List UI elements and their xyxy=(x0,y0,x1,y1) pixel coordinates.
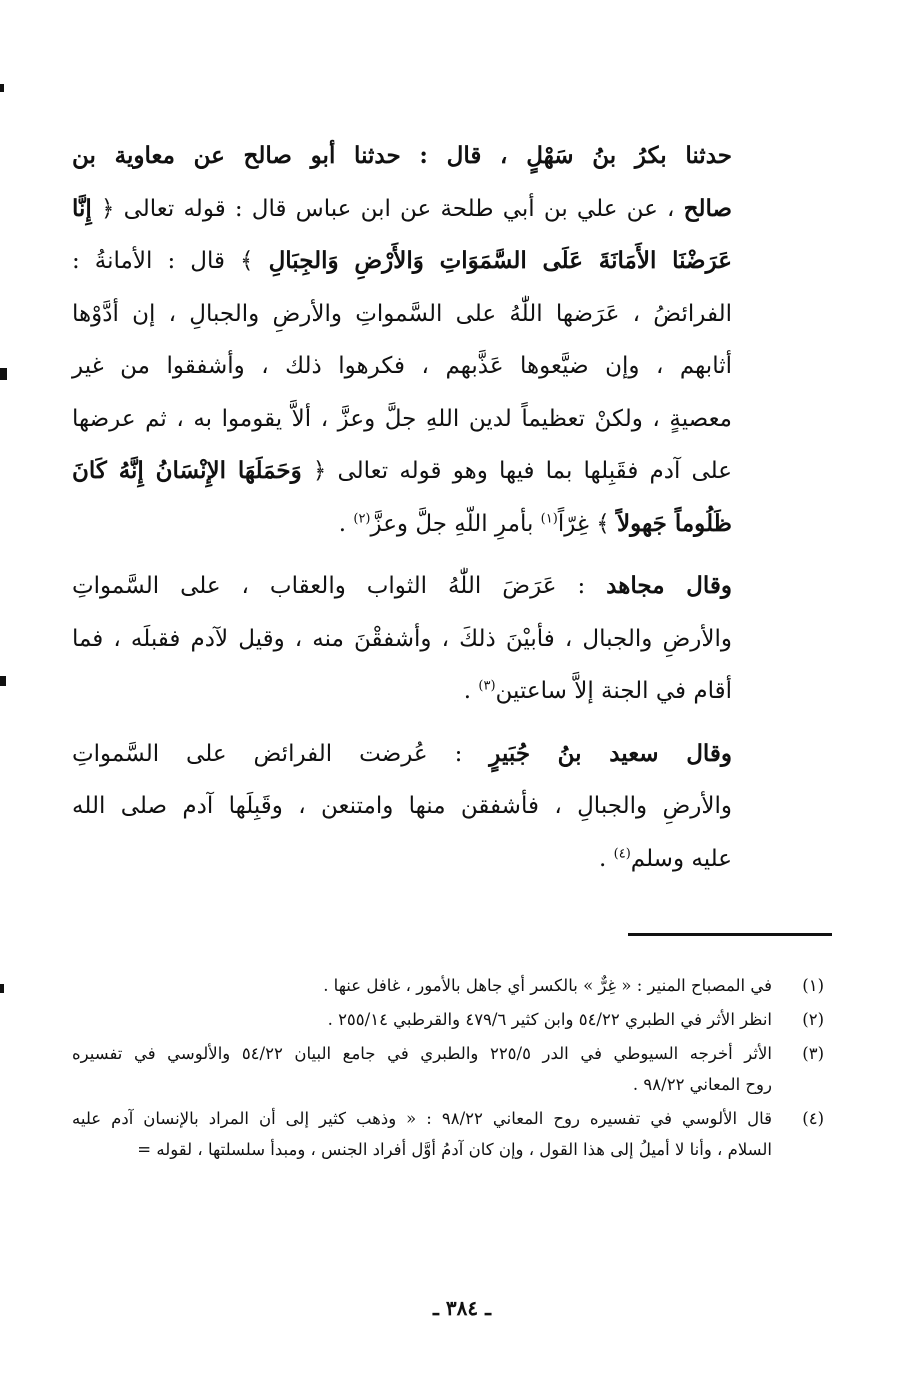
quran-verse: عَرَضْنَا الأَمَانَةَ عَلَى السَّمَوَاتِ وَالأَرْضِ وَالجِبَالِ xyxy=(268,247,732,274)
quran-verse: ظَلُوماً جَهولاً xyxy=(617,509,732,537)
text-line xyxy=(72,445,732,498)
text-line xyxy=(72,560,732,613)
text-span: على آدم فقَبِلها بما فيها وهو قوله تعالى ﴿ xyxy=(301,458,733,484)
narrator-name: حدثنا بكرُ بنُ سَهْلٍ ، قال : حدثنا أبو صالح عن معاوية بن xyxy=(72,142,732,169)
paragraph xyxy=(72,130,732,550)
text-span: الفرائضُ ، عَرَضها اللّٰهُ على السَّمواتِ والأرضِ والجبالِ ، إن أدَّوْها xyxy=(72,300,732,327)
footnotes xyxy=(72,970,824,1168)
text-span: بأمرِ اللّهِ جلَّ وعزَّ xyxy=(370,510,541,537)
page-number: ـ ٣٨٤ ـ xyxy=(433,1296,491,1320)
text-line xyxy=(72,340,732,393)
footnote-text xyxy=(72,1103,772,1165)
text-span: معصيةٍ ، ولكنْ تعظيماً لدين اللهِ جلَّ وعزَّ ، ألاَّ يقوموا به ، ثم عرضها xyxy=(72,405,732,432)
text-span: . xyxy=(338,510,354,537)
text-span: أقام في الجنة إلاَّ ساعتين xyxy=(495,678,732,704)
quran-verse: إِنَّا xyxy=(72,194,92,222)
text-span: والأرضِ والجبال ، فأبيْنَ ذلكَ ، وأشفقْنَ منه ، وقيل لآدم فقبلَه ، فما xyxy=(72,625,732,652)
text-span: والأرضِ والجبالِ ، فأشفقن منها وامتنعن ، وقَبِلَها آدم صلى الله xyxy=(72,793,732,819)
footnote-line: في المصباح المنير : « غِرٌّ » بالكسر أي جاهل بالأمور ، غافل عنها . xyxy=(323,976,772,995)
footnote-ref: (٢) xyxy=(353,510,371,526)
footnote-text xyxy=(72,1038,772,1100)
text-line xyxy=(72,288,732,341)
text-line xyxy=(72,130,732,183)
narrator-name: وقال سعيد بنُ جُبَيرٍ xyxy=(489,739,733,767)
text-line xyxy=(72,833,732,886)
footnote xyxy=(72,1038,824,1100)
narrator-name: وقال مجاهد xyxy=(606,572,732,599)
footnote-line: السلام ، وأنا لا أميلُ إلى هذا القول ، وإن كان آدمُ أوَّل أفراد الجنس ، ومبدأ سلسلتها ، لقوله = xyxy=(137,1140,772,1159)
scan-edge-mark xyxy=(0,84,4,92)
footnote-ref: (١) xyxy=(540,510,558,526)
footnote-number: (٤) xyxy=(802,1109,824,1128)
text-line xyxy=(72,393,732,446)
text-line xyxy=(72,498,732,551)
footnote xyxy=(72,970,824,1001)
footnote-separator xyxy=(628,933,832,936)
footnote-line: الأثر أخرجه السيوطي في الدر ٢٢٥/٥ والطبري في جامع البيان ٥٤/٢٢ والألوسي في تفسيره xyxy=(72,1044,772,1063)
footnote-number: (١) xyxy=(802,976,824,995)
text-span: أثابهم ، وإن ضيَّعوها عَذَّبهم ، فكرهوا ذلك ، وأشفقوا من غير xyxy=(72,353,732,379)
footnote-number: (٣) xyxy=(802,1044,824,1063)
scan-edge-mark xyxy=(0,984,4,993)
footnote-ref: (٤) xyxy=(613,845,631,861)
quran-verse: وَحَمَلَهَا الإِنْسَانُ إِنَّهُ كَانَ xyxy=(72,457,302,484)
scan-edge-mark xyxy=(0,676,6,686)
footnote-number: (٢) xyxy=(802,1010,824,1029)
main-text xyxy=(72,130,732,885)
paragraph xyxy=(72,728,732,886)
footnote xyxy=(72,1103,824,1165)
text-span: ﴾ قال : الأمانةُ : xyxy=(72,248,269,274)
footnote-text xyxy=(72,1004,772,1035)
footnote xyxy=(72,1004,824,1035)
text-line xyxy=(72,780,732,833)
narrator-name: صالح xyxy=(683,194,732,222)
text-span: . xyxy=(463,678,479,704)
footnote-line: انظر الأثر في الطبري ٥٤/٢٢ وابن كثير ٤٧٩/٦ والقرطبي ٢٥٥/١٤ . xyxy=(327,1010,772,1029)
footnote-text xyxy=(72,970,772,1001)
text-span: : عَرَضَ اللّٰهُ الثواب والعقاب ، على السَّمواتِ xyxy=(72,573,607,599)
text-line xyxy=(72,728,732,781)
text-span: ، عن علي بن أبي طلحة عن ابن عباس قال : قوله تعالى ﴿ xyxy=(91,195,684,222)
text-line xyxy=(72,235,732,288)
text-line xyxy=(72,665,732,718)
footnote-line: روح المعاني ٩٨/٢٢ . xyxy=(632,1075,772,1094)
footnote-line: قال الألوسي في تفسيره روح المعاني ٩٨/٢٢ : « وذهب كثير إلى أن المراد بالإنسان آدم عليه xyxy=(72,1109,772,1128)
footnote-ref: (٣) xyxy=(478,678,496,694)
text-line xyxy=(72,613,732,666)
text-span: : عُرضت الفرائض على السَّمواتِ xyxy=(72,740,490,767)
paragraph xyxy=(72,560,732,718)
scan-edge-mark xyxy=(0,368,7,380)
text-span: . xyxy=(599,845,614,872)
text-span: ﴾ غِرّاً xyxy=(557,510,618,537)
text-line xyxy=(72,183,732,236)
text-span: عليه وسلم xyxy=(630,845,732,872)
